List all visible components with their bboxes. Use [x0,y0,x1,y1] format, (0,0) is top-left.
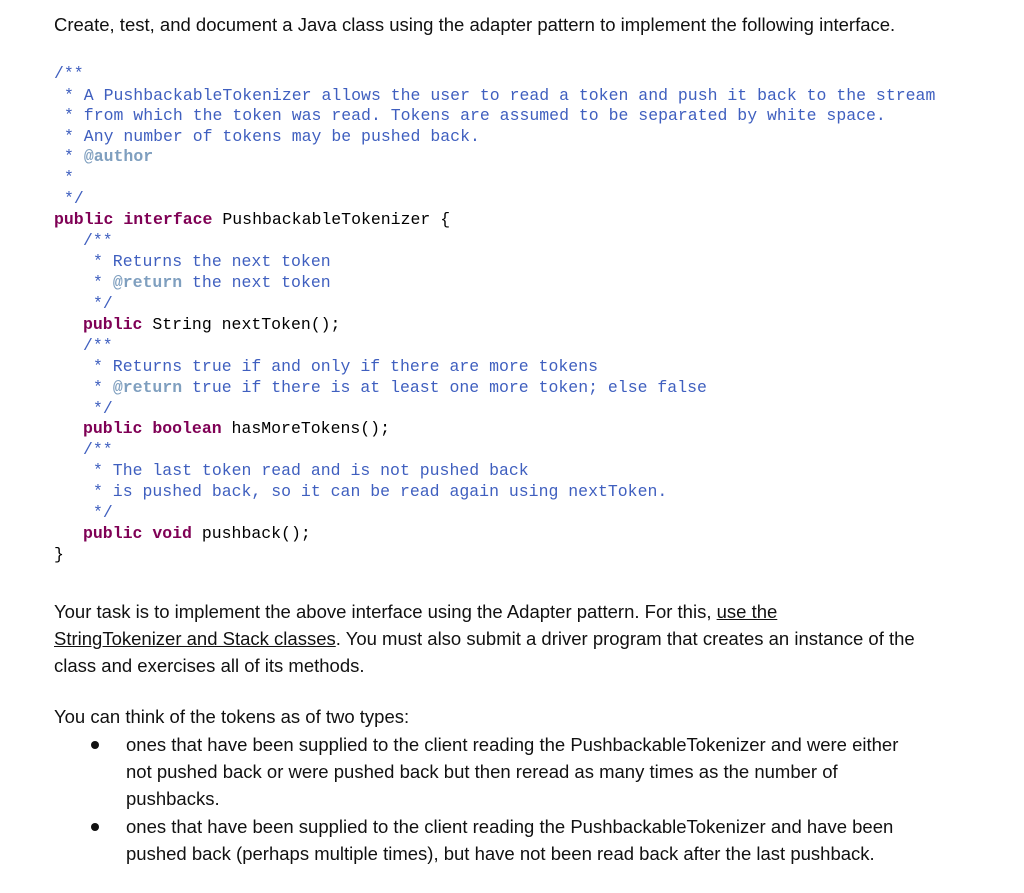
code-doc-line: * A PushbackableTokenizer allows the user to read a token and push it back to the stream [64,86,936,105]
list-item-line: ones that have been supplied to the client reading the PushbackableTokenizer and were either [126,734,899,755]
code-doc-open: /** [83,231,113,250]
author-tag: @author [83,147,154,166]
code-doc-close: */ [64,189,84,208]
bullet-icon [91,823,99,831]
bullet-icon [91,741,99,749]
code-closing-brace: } [54,545,64,564]
code-doc-close: */ [93,503,113,522]
code-doc-line: * The last token read and is not pushed back [93,461,529,480]
task-paragraph-line: Your task is to implement the above interface using the Adapter pattern. For this, use the [54,601,778,622]
code-doc-line: * [64,168,74,187]
types-heading: You can think of the tokens as of two types: [54,706,410,727]
code-doc-line: * is pushed back, so it can be read again using nextToken. [93,482,668,501]
code-doc-return: * @return true if there is at least one more token; else false [93,378,707,397]
code-doc-open: /** [54,64,84,83]
code-doc-line: * from which the token was read. Tokens are assumed to be separated by white space. [64,106,886,125]
task-paragraph-line: class and exercises all of its methods. [54,655,365,676]
code-doc-close: */ [93,399,113,418]
code-doc-line: * Returns true if and only if there are more tokens [93,357,598,376]
code-doc-open: /** [83,336,113,355]
code-doc-open: /** [83,440,113,459]
list-item-line: ones that have been supplied to the client reading the PushbackableTokenizer and have been [126,816,894,837]
intro-text: Create, test, and document a Java class using the adapter pattern to implement the following interface. [54,14,896,35]
task-paragraph-line: StringTokenizer and Stack classes. You must also submit a driver program that creates an instance of the [54,628,915,649]
list-item-line: not pushed back or were pushed back but then reread as many times as the number of [126,761,838,782]
code-doc-line: * Returns the next token [93,252,331,271]
code-doc-line: * Any number of tokens may be pushed back. [64,127,480,146]
classes-link-text: StringTokenizer and Stack classes [54,628,336,649]
code-doc-return: * @return the next token [93,273,331,292]
code-doc-close: */ [93,294,113,313]
list-item-line: pushed back (perhaps multiple times), but have not been read back after the last pushback. [126,843,875,864]
method-pushback: public void pushback(); [83,524,311,543]
interface-declaration: public interface PushbackableTokenizer { [54,210,451,229]
method-has-more-tokens: public boolean hasMoreTokens(); [83,419,390,438]
list-item-line: pushbacks. [126,788,220,809]
classes-link-text: use the [716,601,778,622]
code-doc-author: * @author [64,147,154,166]
method-next-token: public String nextToken(); [83,315,341,334]
